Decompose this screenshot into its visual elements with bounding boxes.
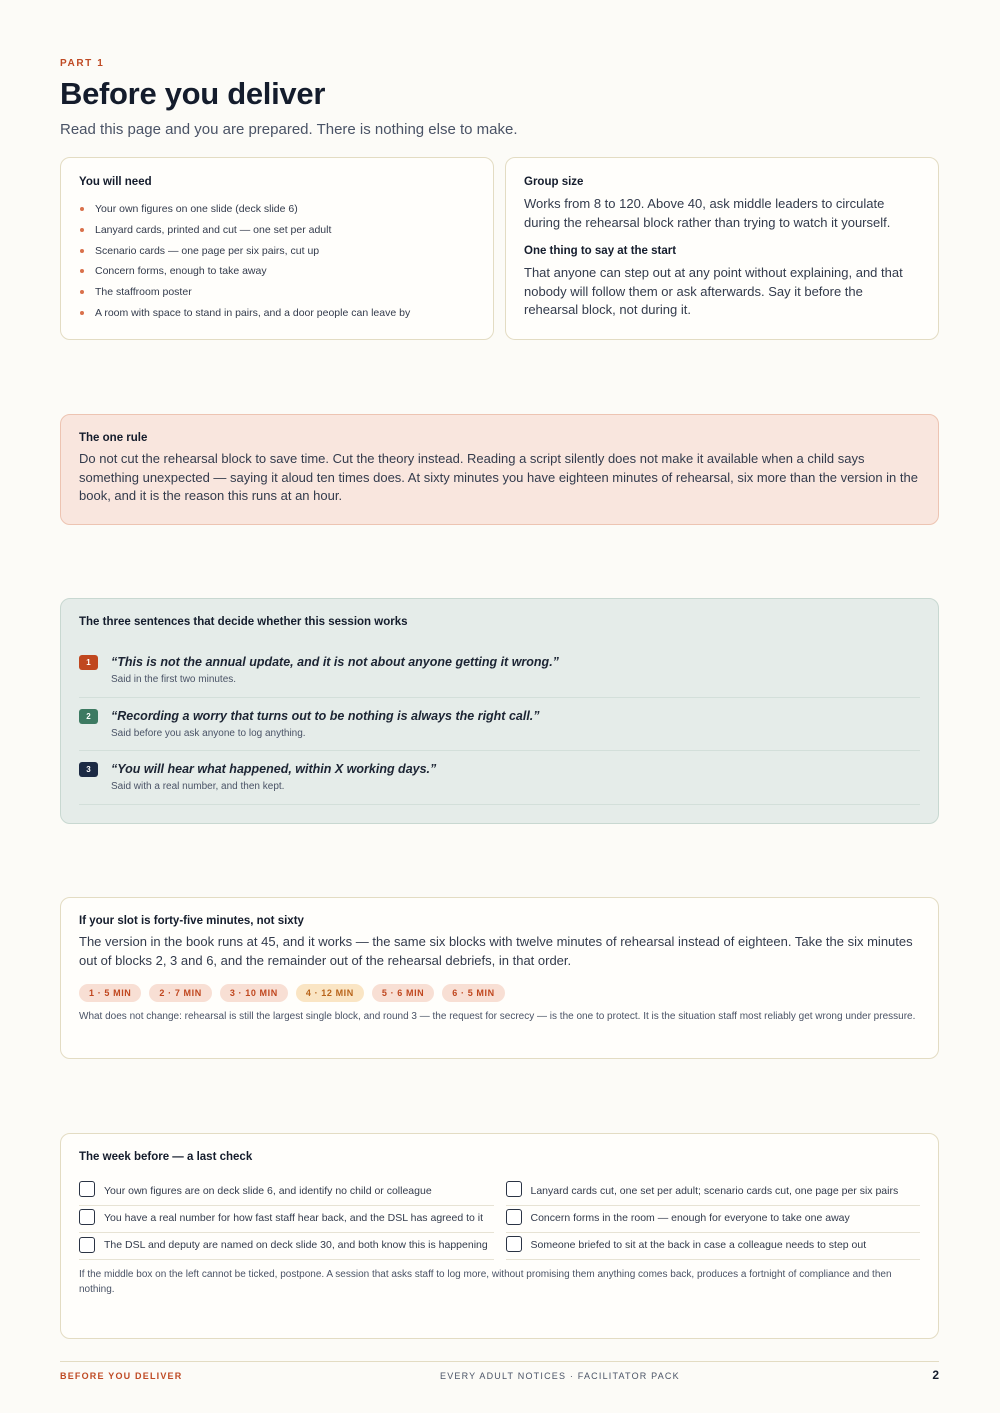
group-size-text: Works from 8 to 120. Above 40, ask middle leaders to circulate during the rehearsal block rather than trying to watch it yourself. — [524, 196, 891, 230]
sentence-item — [79, 644, 920, 698]
checklist-item — [79, 1233, 494, 1260]
checklist — [79, 1181, 920, 1260]
checkbox[interactable] — [506, 1209, 522, 1225]
number-badge: 2 — [79, 709, 98, 724]
list-item: Lanyard cards, printed and cut — one set per adult — [79, 223, 475, 244]
sentence-quote: “Recording a worry that turns out to be nothing is always the right call.” — [111, 708, 540, 723]
checklist-label: You have a real number for how fast staff hear back, and the DSL has agreed to it — [104, 1212, 484, 1224]
checkbox[interactable] — [79, 1237, 95, 1253]
three-sentences-card — [60, 598, 939, 824]
one-rule-heading: The one rule — [79, 432, 148, 444]
checklist-item — [79, 1206, 494, 1233]
part-kicker: PART 1 — [60, 58, 105, 69]
footer-section-label: BEFORE YOU DELIVER — [60, 1371, 183, 1381]
sentence-item — [79, 751, 920, 805]
page-lead: Read this page and you are prepared. There is nothing else to make. — [60, 121, 518, 138]
number-badge: 3 — [79, 762, 98, 777]
sentence-quote: “This is not the annual update, and it is not about anyone getting it wrong.” — [111, 655, 559, 669]
footer-divider — [60, 1361, 939, 1362]
page — [60, 0, 939, 1413]
footer-pack-title: EVERY ADULT NOTICES · FACILITATOR PACK — [440, 1371, 680, 1381]
block-timings — [79, 984, 920, 1002]
one-rule-card — [60, 414, 939, 525]
checklist-item — [506, 1233, 921, 1260]
sentence-note: Said in the first two minutes. — [111, 674, 237, 685]
checklist-label: Your own figures are on deck slide 6, and identify no child or colleague — [104, 1185, 432, 1197]
group-size-card — [505, 157, 939, 340]
checkbox[interactable] — [79, 1181, 95, 1197]
sentence-note: Said before you ask anyone to log anything. — [111, 727, 306, 739]
week-before-card — [60, 1133, 939, 1339]
you-will-need-heading: You will need — [79, 176, 152, 188]
sentence-item — [79, 698, 920, 752]
timing-pill: 3 · 10 MIN — [220, 984, 288, 1002]
week-before-heading: The week before — a last check — [79, 1151, 253, 1163]
page-number: 2 — [932, 1368, 939, 1382]
checkbox[interactable] — [506, 1236, 522, 1252]
checklist-item — [79, 1181, 494, 1206]
you-will-need-card — [60, 157, 494, 340]
checklist-item — [506, 1206, 921, 1233]
checklist-label: Someone briefed to sit at the back in case a colleague needs to step out — [530, 1239, 867, 1251]
checklist-left — [79, 1181, 494, 1260]
list-item: The staffroom poster — [79, 285, 475, 306]
group-size-heading: Group size — [524, 176, 584, 188]
timing-pill: 4 · 12 MIN — [296, 984, 364, 1002]
start-text: That anyone can step out at any point without explaining, and that nobody will follow them or ask afterwards. Say it before the rehearsal block, not during it. — [524, 265, 903, 317]
checkbox[interactable] — [79, 1209, 95, 1225]
forty-five-text: The version in the book runs at 45, and it works — the same six blocks with twelve minutes of rehearsal instead of eighteen. Take the six minutes out of blocks 2, 3 and 6, and the remainder out of the rehearsal debriefs, in that order. — [79, 934, 913, 968]
timing-pill: 6 · 5 MIN — [442, 984, 504, 1002]
forty-five-heading: If your slot is forty-five minutes, not sixty — [79, 915, 304, 927]
timing-pill: 1 · 5 MIN — [79, 984, 141, 1002]
page-title: Before you deliver — [60, 76, 326, 111]
checklist-label: Concern forms in the room — enough for everyone to take one away — [530, 1212, 850, 1224]
list-item: Your own figures on one slide (deck slide 6) — [79, 202, 475, 223]
list-item: Scenario cards — one page per six pairs, cut up — [79, 244, 475, 265]
list-item: Concern forms, enough to take away — [79, 264, 475, 285]
checklist-label: The DSL and deputy are named on deck slide 30, and both know this is happening — [104, 1239, 488, 1251]
timing-pill: 5 · 6 MIN — [372, 984, 434, 1002]
one-rule-text: Do not cut the rehearsal block to save time. Cut the theory instead. Reading a script silently does not make it available when a child says something unexpected — saying it aloud ten times does. At sixty minutes you have eighteen minutes of rehearsal, six more than the version in the book, and it is the reason this runs at an hour. — [79, 451, 918, 503]
checklist-item — [506, 1181, 921, 1206]
three-sentences-heading: The three sentences that decide whether this session works — [79, 616, 408, 628]
sentence-quote: “You will hear what happened, within X working days.” — [111, 762, 437, 776]
forty-five-note: What does not change: rehearsal is still the largest single block, and round 3 — the request for secrecy — is the one to protect. It is the situation staff most reliably get wrong under pressure. — [79, 1011, 916, 1022]
forty-five-minutes-card — [60, 897, 939, 1059]
timing-pill: 2 · 7 MIN — [149, 984, 211, 1002]
needs-list — [79, 202, 475, 327]
checklist-right — [506, 1181, 921, 1260]
week-before-note: If the middle box on the left cannot be ticked, postpone. A session that asks staff to log more, without promising them anything comes back, produces a fortnight of compliance and then nothing. — [79, 1269, 892, 1295]
number-badge: 1 — [79, 655, 98, 670]
sentence-note: Said with a real number, and then kept. — [111, 781, 285, 792]
checklist-label: Lanyard cards cut, one set per adult; scenario cards cut, one page per six pairs — [530, 1185, 899, 1197]
list-item: A room with space to stand in pairs, and a door people can leave by — [79, 306, 475, 327]
start-heading: One thing to say at the start — [524, 245, 677, 257]
checkbox[interactable] — [506, 1181, 522, 1197]
